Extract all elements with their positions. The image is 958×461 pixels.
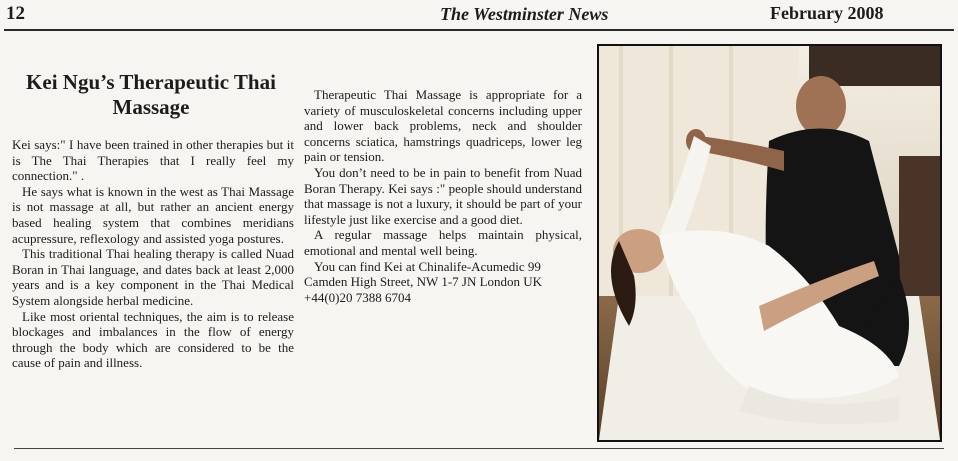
publication-name: The Westminster News: [440, 4, 609, 24]
paragraph: Kei says:" I have been trained in other therapies but it is The Thai Therapies that I really feel my connection." .: [12, 137, 294, 184]
contact-info: [304, 259, 582, 306]
paragraph: Like most oriental techniques, the aim is to release blockages and imbalances in the flow of energy through the body which are considered to be the cause of pain and illness.: [12, 308, 294, 371]
contact-line-1: You can find Kei at Chinalife-Acumedic 99: [314, 258, 541, 274]
paragraph: This traditional Thai healing therapy is called Nuad Boran in Thai language, and dates back at least 2,000 years and is a key component in the Thai Medical System alongside herbal medicine.: [12, 246, 294, 308]
headline-line-1: Kei Ngu’s Therapeutic Thai: [26, 70, 276, 94]
contact-line-2: Camden High Street, NW 1-7 JN London UK: [304, 274, 543, 290]
paragraph: You don’t need to be in pain to benefit from Nuad Boran Therapy. Kei says :" people should understand that massage is not a luxury, it should be part of your lifestyle just like exercise and a good diet.: [304, 164, 582, 227]
paragraph: A regular massage helps maintain physical, emotional and mental well being.: [304, 227, 582, 258]
cabinet: [899, 156, 940, 306]
paragraph: He says what is known in the west as Thai Massage is not massage at all, but rather an ancient energy based healing system that combines meridians acupressure, reflexology and assisted yoga postures.: [12, 183, 294, 246]
article-column-2: [304, 87, 582, 305]
article-headline: [6, 70, 296, 120]
article-column-1: [12, 137, 294, 371]
photo-illustration: [599, 46, 940, 440]
footer-rule: [14, 448, 944, 449]
therapist-head: [796, 76, 846, 136]
issue-date: February 2008: [770, 3, 884, 23]
page-header: [0, 0, 958, 30]
header-rule: [4, 29, 954, 31]
thai-massage-photo: [597, 44, 942, 442]
headline-line-2: Massage: [112, 95, 190, 119]
paragraph: Therapeutic Thai Massage is appropriate for a variety of musculoskeletal concerns including upper and lower back problems, neck and shoulder concerns sciatica, hamstrings quadriceps, lower leg pain or tension.: [304, 87, 582, 165]
page-number: 12: [6, 3, 25, 24]
contact-line-3: +44(0)20 7388 6704: [304, 289, 411, 305]
